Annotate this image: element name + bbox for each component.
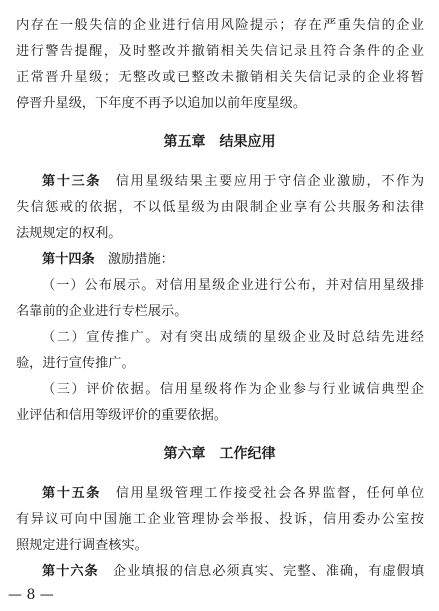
paragraph-line: 内存在一般失信的企业进行信用风险提示；存在严重失信的企业 bbox=[16, 18, 424, 33]
article-16-line bbox=[42, 562, 424, 582]
list-item-line: 业评估和信用等级评价的重要依据。 bbox=[16, 408, 227, 423]
list-item-line: 验，进行宣传推广。 bbox=[16, 356, 135, 371]
article-13-line: 失信惩戒的依据，不以低星级为由限制企业享有公共服务和法律 bbox=[16, 200, 424, 215]
article-15-line: 有异议可向中国施工企业管理协会举报、投诉，信用委办公室按 bbox=[16, 512, 424, 527]
chapter-title: 第五章 结果应用 bbox=[163, 134, 276, 150]
paragraph-line: 停晋升星级，下年度不再予以追加以前年度星级。 bbox=[16, 96, 307, 111]
paragraph-line: 进行警告提醒，及时整改并撤销相关失信记录且符合条件的企业 bbox=[16, 44, 424, 59]
article-text: 信用星级结果主要应用于守信企业激励，不作为 bbox=[101, 174, 424, 189]
list-item-line: 名靠前的企业进行专栏展示。 bbox=[16, 304, 188, 319]
article-14-line bbox=[42, 250, 424, 270]
article-15-line bbox=[42, 484, 424, 504]
article-label: 第十五条 bbox=[42, 486, 102, 501]
article-13-line bbox=[42, 172, 424, 192]
article-text: 企业填报的信息必须真实、完整、准确，有虚假填 bbox=[98, 564, 424, 579]
page-number: — 8 — bbox=[8, 587, 54, 603]
article-text: 信用星级管理工作接受社会各界监督，任何单位 bbox=[101, 486, 424, 501]
article-label: 第十三条 bbox=[42, 174, 102, 189]
paragraph-line: 正常晋升星级；无整改或已整改未撤销相关失信记录的企业将暂 bbox=[16, 70, 424, 85]
article-text: 激励措施： bbox=[94, 252, 174, 267]
article-label: 第十四条 bbox=[42, 252, 95, 267]
article-label: 第十六条 bbox=[42, 564, 99, 579]
list-item-line: （二）宣传推广。对有突出成绩的星级企业及时总结先进经 bbox=[42, 330, 424, 345]
article-15-line: 照规定进行调查核实。 bbox=[16, 538, 148, 553]
list-item-line: （一）公布展示。对信用星级企业进行公布，并对信用星级排 bbox=[42, 278, 424, 293]
list-item-line: （三）评价依据。信用星级将作为企业参与行业诚信典型企 bbox=[42, 382, 424, 397]
chapter-title: 第六章 工作纪律 bbox=[163, 446, 276, 462]
article-13-line: 法规规定的权利。 bbox=[16, 226, 122, 241]
